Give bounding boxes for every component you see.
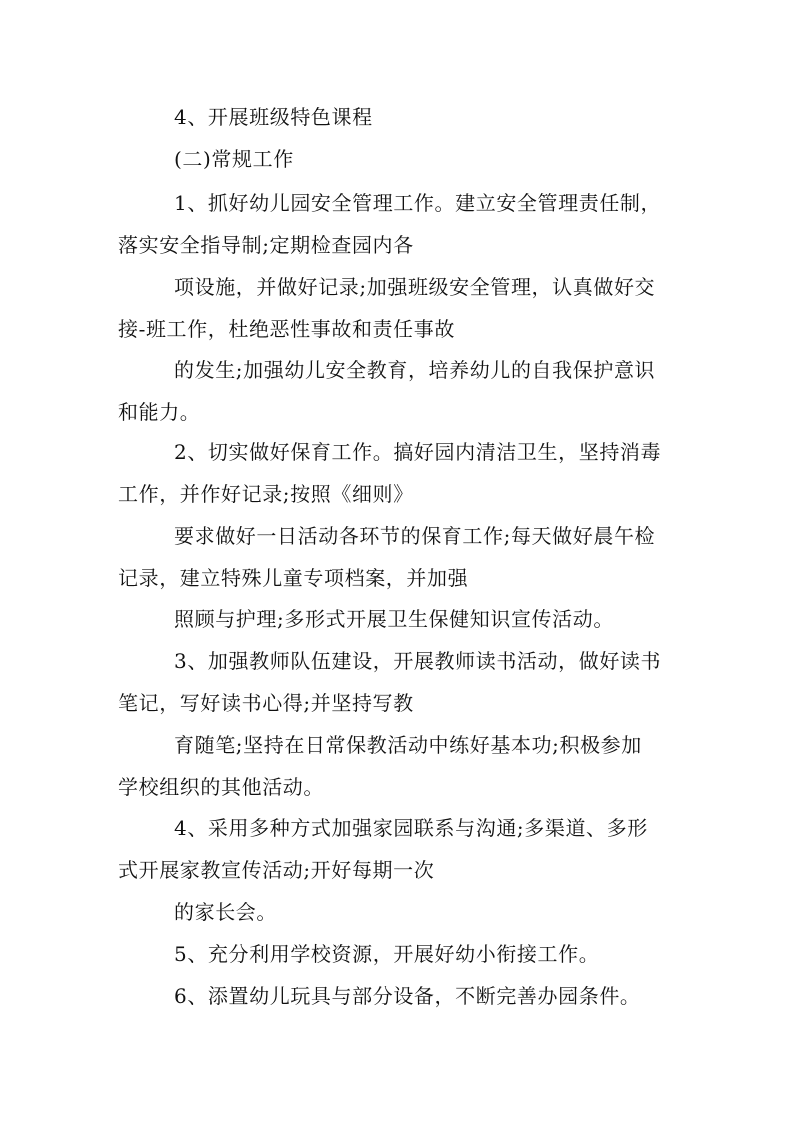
paragraph-line: 4、采用多种方式加强家园联系与沟通;多渠道、多形	[174, 816, 648, 840]
paragraph-line: 1、抓好幼儿园安全管理工作。建立安全管理责任制，	[174, 191, 662, 215]
paragraph-line: 3、加强教师队伍建设，开展教师读书活动，做好读书	[174, 649, 662, 673]
section-heading-routine-work: (二)常规工作	[174, 147, 294, 171]
paragraph-line: 育随笔;坚持在日常保教活动中练好基本功;积极参加	[174, 733, 642, 757]
paragraph-line: 的发生;加强幼儿安全教育，培养幼儿的自我保护意识	[174, 358, 656, 382]
section-heading-special-courses: 4、开展班级特色课程	[174, 105, 373, 129]
paragraph-line: 要求做好一日活动各环节的保育工作;每天做好晨午检	[174, 524, 656, 548]
paragraph-line: 学校组织的其他活动。	[118, 775, 324, 799]
paragraph-line: 6、添置幼儿玩具与部分设备，不断完善办园条件。	[174, 984, 641, 1008]
paragraph-line: 的家长会。	[174, 900, 277, 924]
paragraph-line: 接-班工作，杜绝恶性事故和责任事故	[118, 317, 455, 341]
paragraph-line: 5、充分利用学校资源，开展好幼小衔接工作。	[174, 942, 600, 966]
paragraph-line: 照顾与护理;多形式开展卫生保健知识宣传活动。	[174, 607, 614, 631]
paragraph-line: 工作，并作好记录;按照《细则》	[118, 482, 414, 506]
paragraph-line: 记录，建立特殊儿童专项档案，并加强	[118, 566, 469, 590]
paragraph-line: 式开展家教宣传活动;开好每期一次	[118, 858, 435, 882]
paragraph-line: 项设施，并做好记录;加强班级安全管理，认真做好交	[174, 275, 656, 299]
paragraph-line: 笔记，写好读书心得;并坚持写教	[118, 691, 414, 715]
paragraph-line: 和能力。	[118, 400, 201, 424]
paragraph-line: 落实安全指导制;定期检查园内各	[118, 233, 414, 257]
paragraph-line: 2、切实做好保育工作。搞好园内清洁卫生，坚持消毒	[174, 440, 662, 464]
